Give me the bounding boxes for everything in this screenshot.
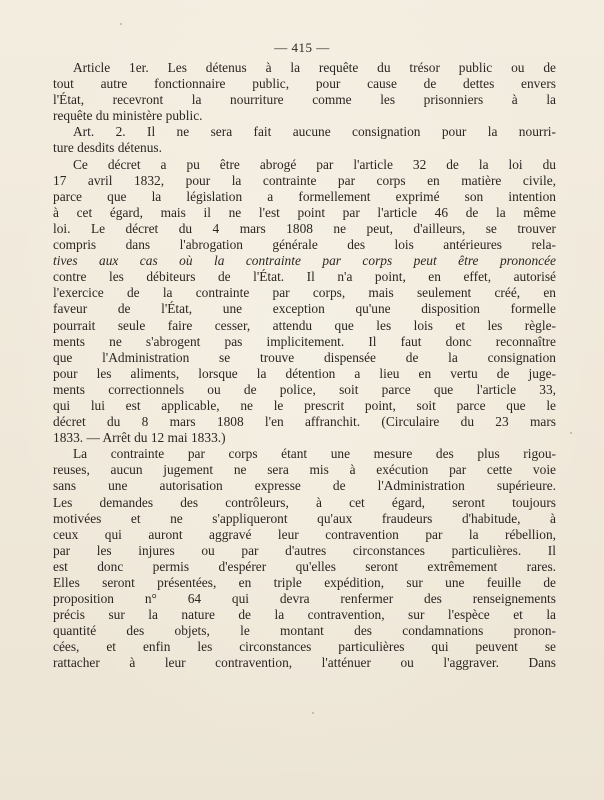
text-line: pour les aliments, lorsque la détention a lieu en vertu de juge- (53, 365, 556, 381)
text-line: faveur de l'État, une exception qu'une disposition formelle (53, 301, 556, 317)
text-line: ceux qui auront aggravé leur contravention par la rébellion, (53, 526, 556, 542)
text-line: tout autre fonctionnaire public, pour cause de dettes envers (53, 76, 556, 92)
text-line: La contrainte par corps étant une mesure des plus rigou- (73, 446, 556, 462)
text-line: 1833. — Arrêt du 12 mai 1833.) (53, 430, 226, 446)
text-line: Art. 2. Il ne sera fait aucune consignation pour la nourri- (73, 124, 556, 140)
text-line: ments correctionnels ou de police, soit parce que l'article 33, (53, 381, 556, 397)
text-line: proposition n° 64 qui devra renfermer des renseignements (53, 591, 556, 607)
paper-speck (312, 712, 314, 714)
text-line: ments ne s'abrogent pas implicitement. Il faut donc reconnaître (53, 333, 556, 349)
text-line: l'exercice de la contrainte par corps, mais seulement créé, en (53, 285, 556, 301)
paragraph-article-2 (53, 124, 556, 156)
text-line: ture desdits détenus. (53, 140, 162, 156)
text-line: requête du ministère public. (53, 108, 203, 124)
page-number: — 415 — (274, 40, 330, 55)
text-line: 17 avril 1832, pour la contrainte par corps en matière civile, (53, 172, 556, 188)
text-line: Les demandes des contrôleurs, à cet égard, seront toujours (53, 494, 556, 510)
paper-speck (120, 23, 122, 25)
text-line: loi. Le décret du 4 mars 1808 ne peut, d'ailleurs, se trouver (53, 220, 556, 236)
paper-speck (570, 432, 572, 434)
paragraph-decree-commentary (53, 157, 556, 447)
text-line: l'État, recevront la nourriture comme les prisonniers à la (53, 92, 556, 108)
text-line: contre les débiteurs de l'État. Il n'a point, en effet, autorisé (53, 269, 556, 285)
text-line: que l'Administration se trouve dispensée de la consignation (53, 349, 556, 365)
text-line: décret du 8 mars 1808 l'en affranchit. (Circulaire du 23 mars (53, 414, 556, 430)
paragraph-article-1 (53, 60, 556, 124)
text-line: est donc permis d'espérer qu'elles seront extrêmement rares. (53, 558, 556, 574)
paper-speck (60, 650, 62, 652)
text-line: cées, et enfin les circonstances particulières qui peuvent se (53, 639, 556, 655)
body-text (53, 60, 556, 672)
text-line: par les injures ou par d'autres circonstances particulières. Il (53, 542, 556, 558)
text-line: reuses, aucun jugement ne sera mis à exécution par cette voie (53, 462, 556, 478)
text-line: sans une autorisation expresse de l'Administration supérieure. (53, 478, 556, 494)
text-line: parce que la législation a formellement exprimé son intention (53, 188, 556, 204)
text-line: précis sur la nature de la contravention, sur l'espèce et la (53, 607, 556, 623)
text-line: à cet égard, mais il ne l'est point par l'article 46 de la même (53, 204, 556, 220)
text-line: Article 1er. Les détenus à la requête du trésor public ou de (73, 60, 556, 75)
text-line: Elles seront présentées, en triple expédition, sur une feuille de (53, 575, 556, 590)
text-line: pourrait seule faire cesser, attendu que les lois et les règle- (53, 317, 556, 333)
text-line: motivées et ne s'appliqueront qu'aux fraudeurs d'habitude, à (53, 510, 556, 526)
text-line: Ce décret a pu être abrogé par l'article 32 de la loi du (73, 156, 556, 172)
paragraph-contrainte-par-corps (53, 446, 556, 671)
text-line: rattacher à leur contravention, l'atténuer ou l'aggraver. Dans (53, 655, 556, 671)
text-line: quantité des objets, le montant des condamnations pronon- (53, 623, 556, 639)
text-line: tives aux cas où la contrainte par corps peut être prononcée (53, 253, 556, 269)
text-line: qui lui est applicable, ne le prescrit point, soit parce que le (53, 397, 556, 413)
text-line: compris dans l'abrogation générale des lois antérieures rela- (53, 237, 556, 253)
